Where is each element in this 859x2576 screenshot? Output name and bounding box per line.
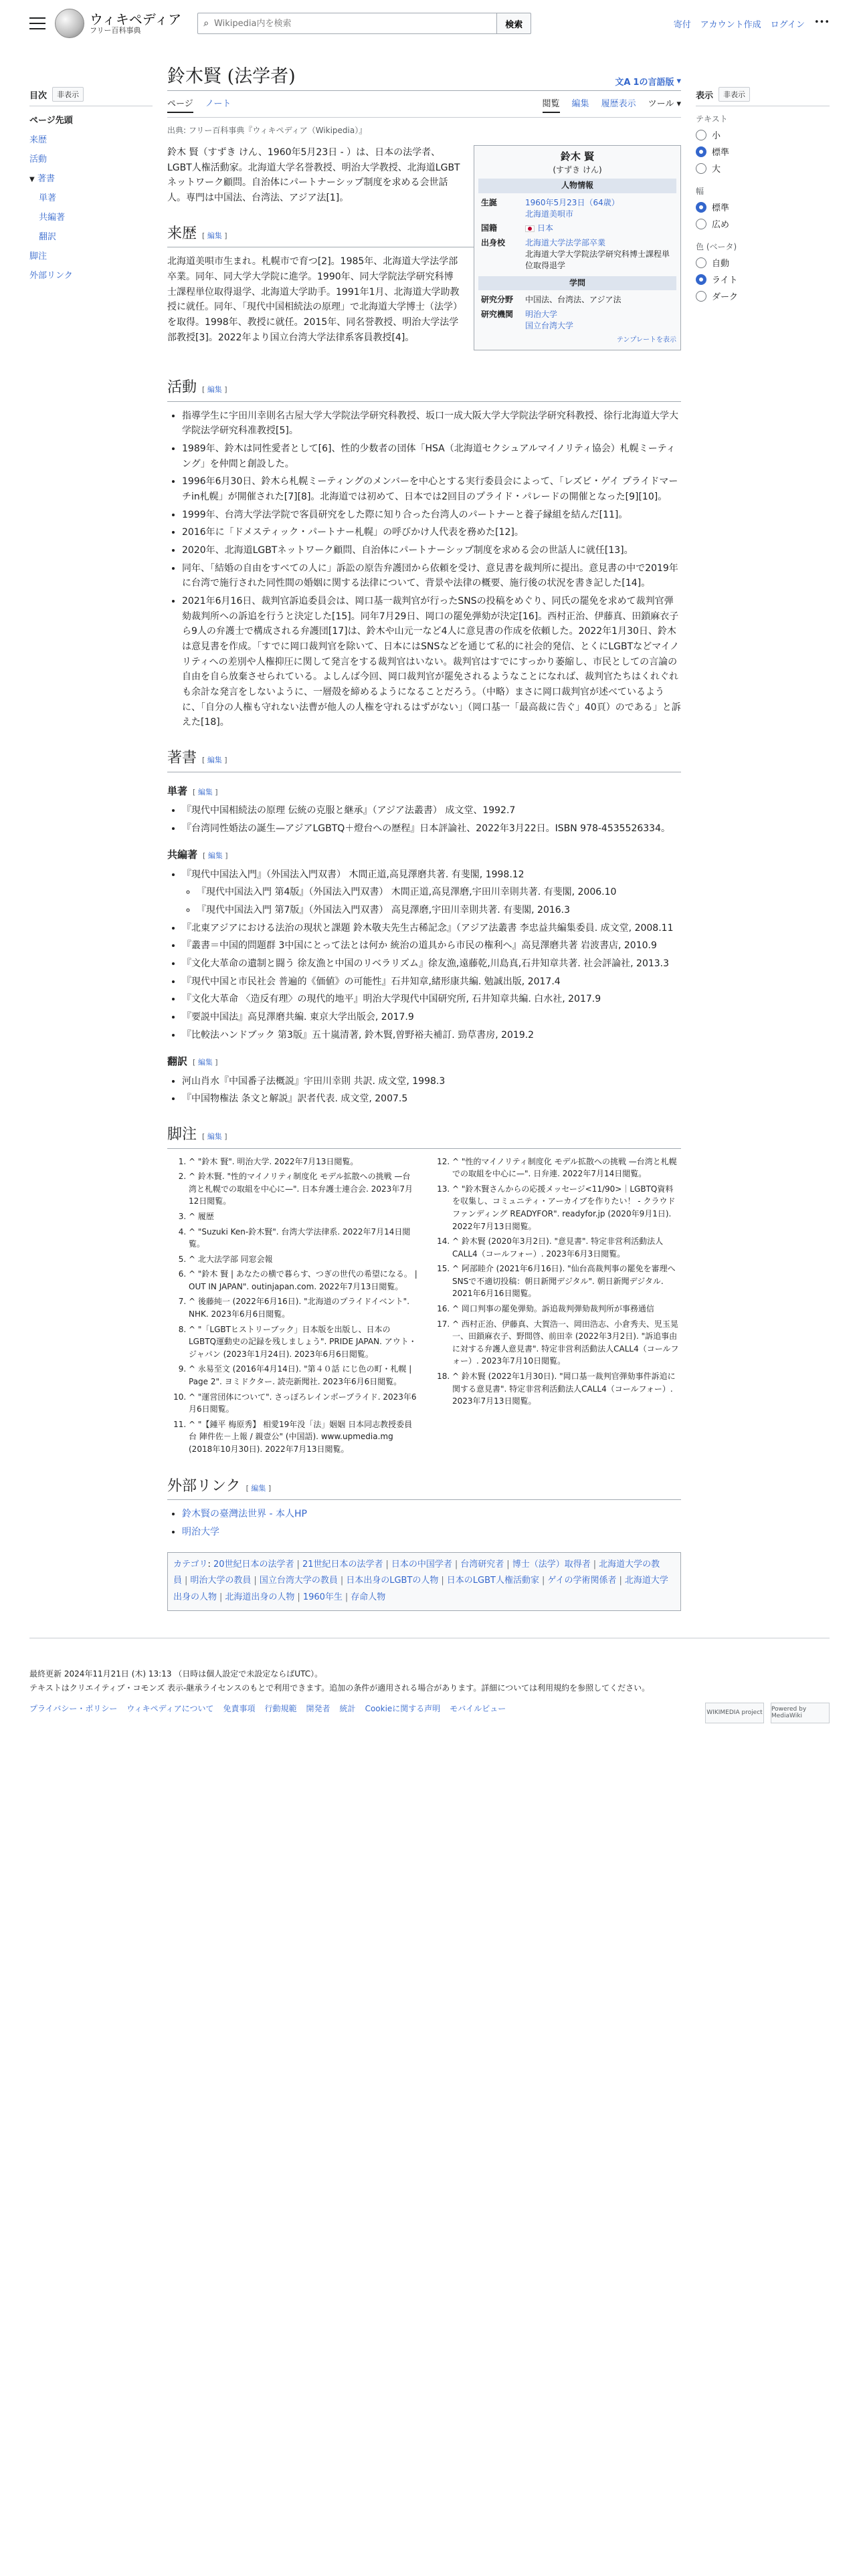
toc-sidebar bbox=[29, 47, 153, 1611]
list-item: • 2016年に「ドメスティック・パートナー札幌」の呼びかけ人代表を務めた[12]。 bbox=[182, 525, 681, 540]
infobox-heading: 学問 bbox=[478, 276, 676, 290]
page-title: 鈴木賢 (法学者) bbox=[167, 66, 296, 87]
width-group bbox=[696, 185, 830, 230]
list-item bbox=[182, 1507, 681, 1522]
edit-label: 編集 bbox=[197, 787, 213, 796]
radio-option[interactable] bbox=[696, 145, 830, 158]
search-button[interactable]: 検索 bbox=[497, 13, 531, 34]
last-edit-text: 最終更新 2024年11月21日 (木) 13:13 （日時は個人設定で未設定ならばUTC）。 bbox=[29, 1669, 323, 1679]
radio-icon bbox=[696, 291, 706, 302]
infobox-value[interactable]: 明治大学 bbox=[525, 309, 558, 319]
toc-item-notes[interactable]: 脚注 bbox=[29, 251, 47, 261]
infobox-value[interactable]: 北海道大学法学部卒業 bbox=[525, 237, 606, 247]
source-line: 出典: フリー百科事典『ウィキペディア（Wikipedia）』 bbox=[167, 126, 367, 135]
category-separator: | bbox=[345, 1592, 349, 1602]
reference-item: 2. ^ 鈴木賢. "性的マイノリティ制度化 モデル拡散への挑戦 —台湾と札幌での取組を中心に—". 日本弁護士連合会. 2023年7月12日閲覧。 bbox=[189, 1170, 417, 1208]
section-title: 外部リンク bbox=[167, 1477, 241, 1495]
reference-item: 3. ^ 履歴 bbox=[189, 1210, 417, 1223]
section-books bbox=[167, 746, 681, 772]
list-item: ◦ 『現代中国法入門 第7版』（外国法入門双書） 高見澤磨,宇田川幸則共著. 有斐閣, 2016.3 bbox=[197, 903, 681, 918]
footer-link[interactable]: プライバシー・ポリシー bbox=[29, 1703, 118, 1713]
references bbox=[167, 1156, 681, 1459]
category-links: カテゴリ: 20世紀日本の法学者 | 21世紀日本の法学者 | 日本の中国学者 | 台湾研究者 | 博士（法学）取得者 | 北海道大学の教員 | 明治大学の教員 | 国立台湾大学の教員 | 日本出身のLGBTの人物 | 日本のLGBT人権活動家 | ゲイの学術関係者 | 北海道大学出身の人物 | 北海道出身の人物 | 1960年生 | 存命人物 bbox=[167, 1552, 681, 1611]
edit-label: 編集 bbox=[251, 1483, 266, 1493]
infobox-value[interactable]: 日本 bbox=[537, 223, 554, 233]
category-link[interactable]: 北海道大学出身の人物 bbox=[173, 1576, 668, 1602]
search-input[interactable] bbox=[213, 18, 491, 29]
infobox-value[interactable]: 国立台湾大学 bbox=[525, 321, 574, 331]
category-link[interactable]: 博士（法学）取得者 bbox=[512, 1559, 591, 1570]
reference-item: 10. ^ "運営団体について". さっぽろレインボープライド. 2023年6月6日閲覧。 bbox=[189, 1391, 417, 1416]
external-link[interactable]: 明治大学 bbox=[182, 1526, 219, 1537]
edit-section-link[interactable]: [ 編集 ] bbox=[193, 1058, 218, 1067]
appearance-title: 表示 bbox=[696, 90, 714, 101]
mediawiki-badge[interactable]: Powered by MediaWiki bbox=[771, 1703, 830, 1723]
toc-item-external[interactable]: 外部リンク bbox=[29, 271, 73, 281]
width-title: 幅 bbox=[696, 187, 704, 196]
infobox-value[interactable]: 北海道美唄市 bbox=[525, 209, 574, 219]
radio-icon bbox=[696, 130, 706, 140]
categories-label[interactable]: カテゴリ bbox=[173, 1559, 208, 1570]
tab-history[interactable]: 履歴表示 bbox=[601, 99, 636, 109]
footer-link[interactable]: 開発者 bbox=[306, 1703, 330, 1713]
main-menu-icon[interactable] bbox=[29, 17, 45, 29]
category-link[interactable]: 存命人物 bbox=[351, 1592, 386, 1602]
infobox-label: 研究機関 bbox=[481, 309, 514, 319]
section-title: 来歴 bbox=[167, 225, 197, 242]
category-separator: | bbox=[219, 1592, 223, 1602]
main-content bbox=[167, 47, 681, 1611]
subsection-translation bbox=[167, 1053, 681, 1069]
reference-item: 16. ^ 岡口判事の罷免弾劾。訴追裁判弾劾裁判所が事務通信 bbox=[452, 1303, 681, 1315]
list-item: • 『北東アジアにおける法治の現状と課題 鈴木敬夫先生古稀記念』（アジア法叢書 李忠益共編集委員. 成文堂, 2008.11 bbox=[182, 921, 681, 936]
reference-item: 18. ^ 鈴木賢 (2022年1月30日). "岡口基一裁判官弾劾事件訴追に関する意見書". 特定非営利活動法人CALL4（コールフォー）. 2023年7月13日閲覧。 bbox=[452, 1370, 681, 1408]
category-separator: | bbox=[441, 1576, 444, 1586]
section-activity bbox=[167, 376, 681, 402]
list-item: • 1989年、鈴木は同性愛者として[6]、性的少数者の団体「HSA（北海道セクシュアルマイノリティ協会）札幌ミーティング」を仲間と創設した。 bbox=[182, 441, 681, 471]
radio-icon bbox=[696, 219, 706, 229]
language-button[interactable] bbox=[615, 75, 681, 88]
reference-item: 6. ^ "鈴木 賢 | あなたの横で暮らす、つぎの世代の希望になる。 | OUT IN JAPAN". outinjapan.com. 2022年7月13日閲覧。 bbox=[189, 1268, 417, 1293]
text-size-group bbox=[696, 113, 830, 175]
search-form bbox=[197, 13, 531, 34]
footer-links bbox=[29, 1703, 830, 1720]
radio-option[interactable] bbox=[696, 217, 830, 230]
user-links bbox=[674, 17, 830, 30]
section-title: 著書 bbox=[167, 750, 197, 766]
section-external bbox=[167, 1475, 681, 1501]
infobox-row-birth bbox=[478, 196, 676, 222]
color-group bbox=[696, 241, 830, 302]
subsection-title: 翻訳 bbox=[167, 1055, 188, 1068]
list-item: • 2020年、北海道LGBTネットワーク顧問、自治体にパートナーシップ制度を求める会の世話人に就任[13]。 bbox=[182, 543, 681, 558]
list-item: • 『要説中国法』高見澤磨共編. 東京大学出版会, 2017.9 bbox=[182, 1010, 681, 1025]
category-link[interactable]: ゲイの学術関係者 bbox=[547, 1576, 617, 1586]
reference-item: 17. ^ 西村正治、伊藤真、大賀浩一、岡田浩志、小倉秀夫、児玉晃一、田鎖麻衣子、野間啓、前田幸 (2022年3月2日). "訴追事由に対する弁護人意見書". 特定非営利活動法人CALL4（コールフォー）. 2023年7月10日閲覧。 bbox=[452, 1318, 681, 1368]
edit-label: 編集 bbox=[207, 385, 222, 394]
edit-section-link[interactable]: [ 編集 ] bbox=[246, 1483, 272, 1493]
infobox-heading: 人物情報 bbox=[478, 179, 676, 193]
reference-item: 13. ^ "鈴木賢さんからの応援メッセージ<11/90>｜LGBTQ資料を収集し、コミュニティ・アーカイブを作りたい！ - クラウドファンディング READYFOR". readyfor.jp (2020年9月1日). 2022年7月13日閲覧。 bbox=[452, 1183, 681, 1232]
subsection-title: 共編著 bbox=[167, 849, 198, 861]
category-link[interactable]: 20世紀日本の法学者 bbox=[213, 1559, 294, 1570]
reference-item: 15. ^ 阿部睦介 (2021年6月16日). "仙台高裁判事の罷免を審理へ SNSで不適切投稿：朝日新聞デジタル". 朝日新聞デジタル. 2021年6月16日閲覧。 bbox=[452, 1263, 681, 1300]
footer-link[interactable]: 統計 bbox=[339, 1703, 356, 1713]
edit-section-link[interactable]: [ 編集 ] bbox=[202, 385, 227, 394]
list-item: • 『現代中国相続法の原理 伝統の克服と継承』（アジア法叢書） 成文堂、1992.7 bbox=[182, 803, 681, 819]
create-account-link[interactable]: アカウント作成 bbox=[700, 20, 761, 30]
category-list bbox=[173, 1560, 668, 1602]
radio-icon bbox=[696, 202, 706, 213]
category-separator: | bbox=[619, 1576, 622, 1586]
toc-item-books[interactable]: 著書 bbox=[37, 174, 56, 184]
radio-option[interactable] bbox=[696, 273, 830, 286]
infobox-label: 出身校 bbox=[481, 237, 506, 247]
radio-label: 自動 bbox=[712, 259, 730, 269]
toc-item-activity[interactable]: 活動 bbox=[29, 154, 47, 165]
activity-list bbox=[167, 409, 681, 730]
category-link[interactable]: 日本出身のLGBTの人物 bbox=[346, 1576, 439, 1586]
donate-link[interactable]: 寄付 bbox=[673, 20, 691, 30]
external-link[interactable]: 鈴木賢の臺灣法世界 - 本人HP bbox=[182, 1509, 307, 1520]
edit-label: 編集 bbox=[207, 231, 222, 240]
reference-item: 14. ^ 鈴木賢 (2020年3月2日). "意見書". 特定非営利活動法人CALL4（コールフォー）. 2023年6月3日閲覧。 bbox=[452, 1235, 681, 1260]
radio-icon bbox=[696, 146, 706, 157]
infobox bbox=[474, 145, 681, 350]
list-item-text: 『現代中国法入門』（外国法入門双書） 木間正道,高見澤磨共著. 有斐閣, 1998.12 bbox=[182, 869, 524, 880]
login-link[interactable]: ログイン bbox=[770, 20, 805, 30]
reference-item: 11. ^ "【鍾平 梅原秀】 相愛19年没「法」姻姻 日本同志教授委員台 陣件佐－上報 / 親壹公" (中国語). www.upmedia.mg (2018年10月30日). 2022年7月13日閲覧。 bbox=[189, 1418, 417, 1456]
radio-label: 広め bbox=[712, 220, 730, 230]
infobox-row-field bbox=[478, 293, 676, 307]
category-separator: | bbox=[506, 1559, 510, 1570]
language-count: 1の言語版 bbox=[633, 78, 674, 88]
logo-title: ウィキペディア bbox=[90, 11, 182, 27]
list-item: • 『現代中国と市民社会 普遍的《価値》の可能性』石井知章,緒形康共編. 勉誠出版, 2017.4 bbox=[182, 974, 681, 990]
toc-item-translation[interactable]: 翻訳 bbox=[39, 232, 57, 242]
toc-item-single[interactable]: 単著 bbox=[39, 193, 57, 203]
logo-subtitle: フリー百科事典 bbox=[90, 25, 141, 35]
translation-list bbox=[167, 1074, 681, 1107]
wikipedia-globe-icon bbox=[55, 9, 84, 38]
list-item: • 河山肖水『中国番子法概説』宇田川幸則 共訳. 成文堂, 1998.3 bbox=[182, 1074, 681, 1089]
chevron-down-icon: ▾ bbox=[676, 76, 681, 86]
reference-item: 5. ^ 北大法学部 同窓会報 bbox=[189, 1253, 417, 1266]
references-left bbox=[167, 1156, 417, 1459]
site-logo[interactable] bbox=[55, 9, 181, 38]
list-item: ◦ 『現代中国法入門 第4版』（外国法入門双書） 木間正道,高見澤磨,宇田川幸則共著. 有斐閣, 2006.10 bbox=[197, 885, 681, 900]
category-separator: | bbox=[454, 1559, 458, 1570]
tools-menu[interactable]: ツール ▾ bbox=[648, 99, 681, 109]
template-link[interactable]: テンプレートを表示 bbox=[616, 336, 676, 344]
edit-label: 編集 bbox=[207, 756, 222, 764]
category-separator: | bbox=[185, 1576, 188, 1586]
radio-label: ライト bbox=[712, 276, 738, 286]
footer-link[interactable]: 免責事項 bbox=[223, 1703, 256, 1713]
toc-item-top[interactable]: ページ先頭 bbox=[29, 116, 73, 126]
list-item: • 指導学生に宇田川幸則名古屋大学大学院法学研究科教授、坂口一成大阪大学大学院法学研究科教授、徐行北海道大学大学院法学研究科准教授[5]。 bbox=[182, 409, 681, 439]
radio-option[interactable] bbox=[696, 162, 830, 175]
tab-read[interactable]: 閲覧 bbox=[543, 96, 560, 113]
category-link[interactable]: 日本のLGBT人権活動家 bbox=[446, 1576, 539, 1586]
list-item bbox=[182, 1525, 681, 1540]
list-item: • 『叢書＝中国的問題群 3中国にとって法とは何か 統治の道具から市民の権利へ』高見澤磨共著 岩波書店, 2010.9 bbox=[182, 938, 681, 954]
infobox-row-institution bbox=[478, 308, 676, 334]
category-separator: | bbox=[296, 1559, 300, 1570]
reference-item: 12. ^ "性的マイノリティ制度化 モデル拡散への挑戦 —台湾と札幌での取組を中心に—". 日弁連. 2022年7月14日閲覧。 bbox=[452, 1156, 681, 1180]
toc-item-coauthor[interactable]: 共編著 bbox=[39, 213, 66, 223]
toc-item-history[interactable]: 来歴 bbox=[29, 135, 47, 145]
edit-section-link[interactable]: [ 編集 ] bbox=[202, 231, 227, 240]
radio-option[interactable] bbox=[696, 256, 830, 269]
tab-talk[interactable]: ノート bbox=[205, 99, 231, 109]
radio-icon bbox=[696, 257, 706, 268]
edit-label: 編集 bbox=[207, 1132, 222, 1141]
list-item: • 同年、「結婚の自由をすべての人に」訴訟の原告弁護団から依頼を受け、意見書を裁判所に提出。意見書の中で2019年に台湾で施行された同性間の婚姻に関する法律について、背景や法律の概要、施行後の状況を書き記した[14]。 bbox=[182, 561, 681, 591]
edit-label: 編集 bbox=[207, 851, 223, 861]
list-item: • 『中国物権法 条文と解説』訳者代表. 成文堂, 2007.5 bbox=[182, 1091, 681, 1107]
appearance-hide-button[interactable]: 非表示 bbox=[719, 87, 750, 102]
history-paragraph: 北海道美唄市生まれ。札幌市で育つ[2]。1985年、北海道大学法学部卒業。同年、同大学大学院に進学。1990年、同大学院法学研究科博士課程単位取得退学、北海道大学助手。1991年1月、北海道大学助教授に就任。同年、「現代中国相続法の原理」で北海道大学博士（法学）を取得。1998年、教授に就任。2015年、同名誉教授、明治大学法学部教授[3]。2022年より国立台湾大学法律系客員教授[4]。 bbox=[167, 256, 460, 343]
page-tabs bbox=[167, 91, 681, 118]
category-link[interactable]: 北海道大学の教員 bbox=[173, 1559, 660, 1586]
coauthor-list bbox=[167, 867, 681, 1043]
infobox-value: 北海道大学大学院法学研究科博士課程単位取得退学 bbox=[525, 249, 670, 271]
radio-icon bbox=[696, 274, 706, 285]
list-item: • 2021年6月16日、裁判官訴追委員会は、岡口基一裁判官が行ったSNSの投稿をめぐり、同氏の罷免を求めて裁判官弾劾裁判所への訴追を行うと決定した[15]。同年7月29日、岡口の罷免弾劾が決定[16]。西村正治、伊藤真、田鎖麻衣子ら9人の弁護士で構成される弁護団[17]は、鈴木や山元一など4人に意見書の作成を依頼した。2022年1月30日、鈴木は意見書を作成。「すでに岡口裁判官を除いて、日本にはSNSなどを通じて私的に社会的発信、とくにLGBTなどマイノリティへの差別や人権抑圧に関して発言をする裁判官はいない。裁判官はすでにすっかり萎縮し、市民としての言論の自由を自ら放棄させられている。よしんば今回、岡口裁判官が罷免されるようなことになれば、裁判官たちはくれぐれも余計な発言をしないように、一層殻を締めるようになることだろう。（中略）まさに岡口裁判官が述べているように、「自分の人権も守れない法曹が他人の人権を守れるはずがない」（岡口基一「最高裁に告ぐ」40頁）のである」と訴えた[18]。 bbox=[182, 594, 681, 730]
category-separator: | bbox=[340, 1576, 344, 1586]
category-separator: | bbox=[541, 1576, 545, 1586]
footer-link[interactable]: モバイルビュー bbox=[450, 1703, 506, 1713]
footer-link[interactable]: ウィキペディアについて bbox=[126, 1703, 214, 1713]
japan-flag-icon bbox=[525, 225, 535, 232]
reference-item: 4. ^ "Suzuki Ken-鈴木賢". 台湾大学法律系. 2022年7月14日閲覧。 bbox=[189, 1226, 417, 1251]
external-links-list bbox=[167, 1507, 681, 1539]
subsection-coauthor bbox=[167, 847, 681, 863]
subsection-title: 単著 bbox=[167, 784, 188, 797]
references-right bbox=[431, 1156, 681, 1459]
category-link[interactable]: 台湾研究者 bbox=[460, 1559, 504, 1570]
infobox-name: 鈴木 賢 bbox=[560, 150, 595, 163]
footer-link[interactable]: Cookieに関する声明 bbox=[365, 1703, 441, 1713]
category-separator: | bbox=[297, 1592, 300, 1602]
section-title: 脚注 bbox=[167, 1125, 197, 1143]
radio-option[interactable] bbox=[696, 290, 830, 302]
reference-item: 8. ^ "「LGBTヒストリーブック」日本版を出版し、日本のLGBTQ運動史の記録を残しましょう". PRIDE JAPAN. アウト・ジャパン (2023年1月24日). 2023年6月6日閲覧。 bbox=[189, 1323, 417, 1361]
edit-section-link[interactable]: [ 編集 ] bbox=[202, 756, 227, 764]
reference-item: 1. ^ "鈴木 賢". 明治大学. 2022年7月13日閲覧。 bbox=[189, 1156, 417, 1168]
more-options-icon[interactable]: ••• bbox=[814, 17, 830, 27]
single-list bbox=[167, 803, 681, 836]
search-box bbox=[197, 13, 497, 34]
tab-edit[interactable]: 編集 bbox=[571, 99, 589, 109]
edit-section-link[interactable]: [ 編集 ] bbox=[202, 1132, 227, 1141]
list-item: • 1996年6月30日、鈴木ら札幌ミーティングのメンバーを中心とする実行委員会によって、「レズビ・ゲイ プライドマーチin札幌」が開催された[7][8]。北海道では初めて、日本では2回目のプライド・パレードの開催となった[9][10]。 bbox=[182, 474, 681, 504]
list-item bbox=[182, 867, 681, 918]
radio-label: 小 bbox=[712, 131, 721, 141]
toc-hide-button[interactable]: 非表示 bbox=[52, 87, 84, 102]
reference-item: 9. ^ 永易至文 (2016年4月14日). "第４０話 にじ色の町・札幌 | Page 2". ヨミドクター. 読売新聞社. 2023年6月6日閲覧。 bbox=[189, 1363, 417, 1388]
infobox-label: 国籍 bbox=[481, 223, 498, 233]
radio-label: ダーク bbox=[712, 292, 739, 302]
color-title: 色 (ベータ) bbox=[696, 242, 737, 251]
radio-option[interactable] bbox=[696, 201, 830, 213]
radio-label: 標準 bbox=[712, 203, 730, 213]
section-notes bbox=[167, 1123, 681, 1149]
search-icon: ⌕ bbox=[203, 18, 209, 29]
list-item: • 『文化大革命 〈造反有理〉の現代的地平』明治大学現代中国研究所, 石井知章共編. 白水社, 2017.9 bbox=[182, 992, 681, 1007]
license-text: テキストはクリエイティブ・コモンズ 表示-継承ライセンスのもとで利用できます。追加の条件が適用される場合があります。詳細については利用規約を参照してください。 bbox=[29, 1683, 650, 1693]
chevron-down-icon[interactable]: ▼ bbox=[29, 176, 35, 183]
radio-icon bbox=[696, 163, 706, 174]
list-item: • 『文化大革命の遺制と闘う 徐友漁と中国のリベラリズム』徐友漁,遠藤乾,川島真,石井知章共著. 社会評論社, 2013.3 bbox=[182, 956, 681, 972]
infobox-reading: (すずき けん) bbox=[553, 165, 602, 175]
text-size-title: テキスト bbox=[696, 114, 728, 124]
subsection-single bbox=[167, 783, 681, 799]
translate-icon: 文A bbox=[615, 78, 631, 88]
site-header bbox=[0, 0, 859, 47]
radio-option[interactable] bbox=[696, 128, 830, 141]
category-link[interactable]: 北海道出身の人物 bbox=[225, 1592, 295, 1602]
infobox-label: 研究分野 bbox=[481, 295, 514, 305]
category-link[interactable]: 21世紀日本の法学者 bbox=[302, 1559, 383, 1570]
infobox-row-school bbox=[478, 236, 676, 274]
edit-section-link[interactable]: [ 編集 ] bbox=[203, 851, 228, 861]
category-separator: | bbox=[385, 1559, 389, 1570]
list-item: • 1999年、台湾大学法学院で客員研究をした際に知り合った台湾人のパートナーと養子縁組を結んだ[11]。 bbox=[182, 508, 681, 523]
infobox-value: 中国法、台湾法、アジア法 bbox=[525, 295, 622, 305]
lead-paragraph: 鈴木 賢（すずき けん、1960年5月23日 - ）は、日本の法学者、LGBT人権活動家。北海道大学名誉教授、明治大学教授、北海道LGBTネットワーク顧問。自治体にパートナーシップ制度を求める会世話人。専門は中国法、台湾法、アジア法[1]。 bbox=[167, 147, 460, 204]
footer-link[interactable]: 行動規範 bbox=[264, 1703, 297, 1713]
category-link[interactable]: 日本の中国学者 bbox=[391, 1559, 452, 1570]
wikimedia-badge[interactable]: WIKIMEDIA project bbox=[705, 1703, 764, 1723]
category-link[interactable]: 国立台湾大学の教員 bbox=[259, 1576, 338, 1586]
infobox-value[interactable]: 1960年5月23日（64歳） bbox=[525, 197, 619, 207]
appearance-sidebar bbox=[696, 47, 830, 1611]
category-link[interactable]: 明治大学の教員 bbox=[190, 1576, 252, 1586]
category-link[interactable]: 1960年生 bbox=[302, 1592, 343, 1602]
radio-label: 大 bbox=[712, 165, 721, 175]
list-item: • 『比較法ハンドブック 第3版』五十嵐清著, 鈴木賢,曽野裕夫補訂. 勁草書房, 2019.2 bbox=[182, 1028, 681, 1043]
page-footer bbox=[29, 1638, 830, 1754]
category-separator: | bbox=[254, 1576, 257, 1586]
section-title: 活動 bbox=[167, 379, 197, 396]
infobox-label: 生誕 bbox=[481, 197, 498, 207]
tab-page[interactable]: ページ bbox=[167, 96, 193, 113]
infobox-row-nationality bbox=[478, 221, 676, 235]
list-item: • 『台湾同性婚法の誕生—アジアLGBTQ＋燈台への歴程』日本評論社、2022年3月22日。ISBN 978-4535526334。 bbox=[182, 821, 681, 837]
radio-label: 標準 bbox=[712, 148, 730, 158]
reference-item: 7. ^ 後藤純一 (2022年6月16日). "北海道のプライドイベント". NHK. 2023年6月6日閲覧。 bbox=[189, 1295, 417, 1320]
edit-label: 編集 bbox=[197, 1058, 213, 1067]
category-separator: | bbox=[593, 1559, 597, 1570]
edit-section-link[interactable]: [ 編集 ] bbox=[193, 787, 218, 796]
tools-label: ツール bbox=[648, 99, 674, 109]
toc-title: 目次 bbox=[29, 90, 47, 101]
